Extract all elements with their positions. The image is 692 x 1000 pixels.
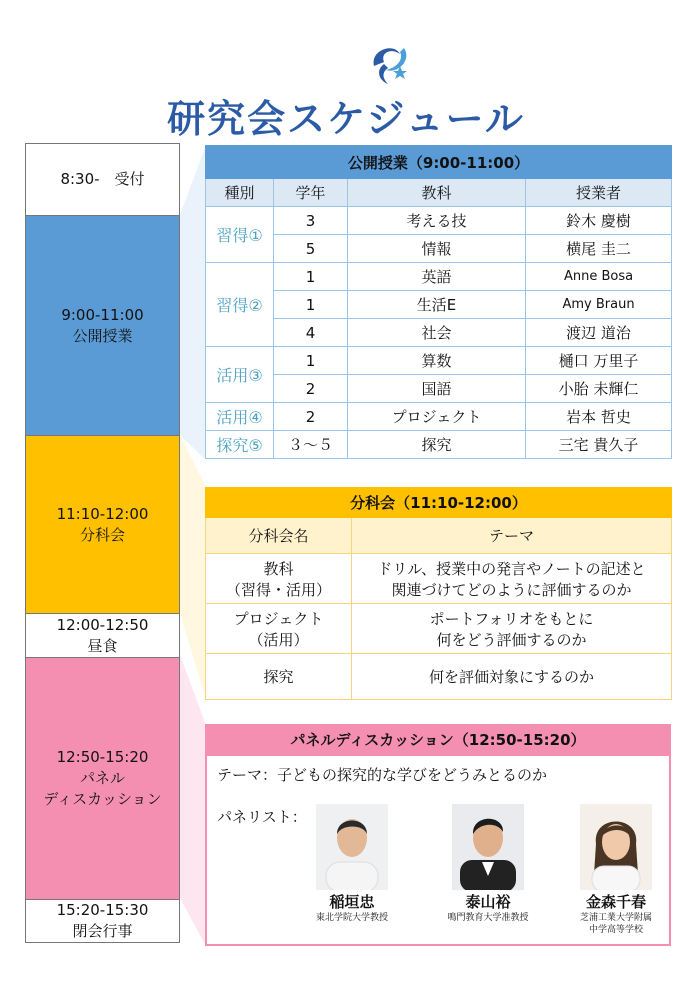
teacher-cell: 横尾 圭二 xyxy=(526,235,672,263)
timeline-breakout xyxy=(26,436,179,614)
timeline-text: 8:30- 受付 xyxy=(60,170,145,188)
teacher-cell: 小胎 未輝仁 xyxy=(526,375,672,403)
grade-cell: ３～５ xyxy=(274,431,348,459)
logo-icon xyxy=(360,40,420,88)
grade-cell: 3 xyxy=(274,207,348,235)
page-title: 研究会スケジュール xyxy=(167,97,525,141)
connector-panel xyxy=(180,655,206,950)
subject-cell: 国語 xyxy=(348,375,526,403)
public-class-table xyxy=(205,145,672,459)
public-class-header: 公開授業（9:00-11:00） xyxy=(206,146,672,179)
timeline-time: 9:00-11:00 xyxy=(61,305,144,324)
panelist-affiliation: 東北学院大学教授 xyxy=(315,913,388,923)
timeline-label: 昼食 xyxy=(87,636,118,655)
session-theme: ポートフォリオをもとに xyxy=(429,609,594,628)
teacher-cell: 三宅 貴久子 xyxy=(526,431,672,459)
teacher-cell: Amy Braun xyxy=(526,291,672,319)
panel-theme: テーマ：子どもの探究的な学びをどうみとるのか xyxy=(217,766,548,784)
table-row xyxy=(206,347,672,375)
teacher-cell: 樋口 万里子 xyxy=(526,347,672,375)
session-name-cell xyxy=(206,554,352,604)
column-header: 分科会名 xyxy=(206,518,352,554)
subject-cell: 考える技 xyxy=(348,207,526,235)
panelist xyxy=(438,804,538,924)
timeline-time: 12:50-15:20 xyxy=(56,748,149,766)
avatar xyxy=(452,804,524,890)
subject-cell: 探究 xyxy=(348,431,526,459)
session-theme: ドリル、授業中の発言やノートの記述と xyxy=(377,559,646,578)
session-name: 教科 xyxy=(263,559,294,578)
avatar xyxy=(580,804,652,890)
column-header: 教科 xyxy=(348,179,526,207)
avatar xyxy=(316,804,388,890)
timeline-label: パネル xyxy=(79,769,125,787)
category-cell: 活用③ xyxy=(206,347,274,403)
panelist-name: 泰山裕 xyxy=(465,893,511,911)
grade-cell: 5 xyxy=(274,235,348,263)
table-row xyxy=(206,235,672,263)
category-cell: 探究⑤ xyxy=(206,431,274,459)
subject-cell: 算数 xyxy=(348,347,526,375)
grade-cell: 1 xyxy=(274,263,348,291)
table-row xyxy=(206,431,672,459)
category-cell: 習得① xyxy=(206,207,274,263)
panelist xyxy=(566,804,666,936)
breakout-header: 分科会（11:10-12:00） xyxy=(206,488,672,518)
timeline-label: 閉会行事 xyxy=(72,922,133,940)
breakout-table xyxy=(205,487,672,700)
grade-cell: 1 xyxy=(274,291,348,319)
table-row xyxy=(206,319,672,347)
panelists-label: パネリスト： xyxy=(217,808,307,826)
teacher-cell: 鈴木 慶樹 xyxy=(526,207,672,235)
teacher-cell: 岩本 哲史 xyxy=(526,403,672,431)
subject-cell: 情報 xyxy=(348,235,526,263)
subject-cell: 社会 xyxy=(348,319,526,347)
table-row xyxy=(206,403,672,431)
subject-cell: 英語 xyxy=(348,263,526,291)
grade-cell: 4 xyxy=(274,319,348,347)
timeline-time: 11:10-12:00 xyxy=(56,504,149,523)
session-theme-cell xyxy=(352,554,672,604)
category-cell: 習得② xyxy=(206,263,274,347)
table-row xyxy=(206,291,672,319)
panelist-name: 金森千春 xyxy=(585,893,646,911)
session-theme-cell xyxy=(352,654,672,700)
table-row xyxy=(206,604,672,654)
grade-cell: 1 xyxy=(274,347,348,375)
timeline-label: ディスカッション xyxy=(43,790,162,808)
session-name: （活用） xyxy=(248,630,309,649)
grade-cell: 2 xyxy=(274,375,348,403)
table-row xyxy=(206,375,672,403)
panelist xyxy=(302,804,402,924)
timeline-panel xyxy=(26,658,179,900)
session-theme: 何を評価対象にするのか xyxy=(429,668,595,686)
schedule-timeline xyxy=(25,143,180,943)
table-row xyxy=(206,554,672,604)
table-row xyxy=(206,207,672,235)
teacher-cell: Anne Bosa xyxy=(526,263,672,291)
session-theme: 関連づけてどのように評価するのか xyxy=(391,580,632,599)
session-name: （習得・活用） xyxy=(225,580,331,599)
panelist-affiliation: 芝浦工業大学附属 xyxy=(579,913,652,923)
column-header: 種別 xyxy=(206,179,274,207)
panel-header: パネルディスカッション（12:50-15:20） xyxy=(207,726,669,756)
column-header: テーマ xyxy=(352,518,672,554)
timeline-public-class xyxy=(26,216,179,436)
session-name-cell xyxy=(206,654,352,700)
subject-cell: プロジェクト xyxy=(348,403,526,431)
timeline-label: 分科会 xyxy=(79,525,125,544)
panelist-affiliation: 鳴門教育大学准教授 xyxy=(447,913,529,923)
public-class-section xyxy=(205,145,671,459)
column-header: 授業者 xyxy=(526,179,672,207)
breakout-section xyxy=(205,487,671,700)
session-name-cell xyxy=(206,604,352,654)
grade-cell: 2 xyxy=(274,403,348,431)
session-name: プロジェクト xyxy=(233,609,324,628)
panelist-name: 稲垣忠 xyxy=(329,893,375,911)
timeline-time: 15:20-15:30 xyxy=(56,901,149,919)
timeline-reception xyxy=(26,144,179,216)
timeline-closing xyxy=(26,900,179,942)
table-row xyxy=(206,654,672,700)
session-name: 探究 xyxy=(263,668,294,686)
panelist-affiliation: 中学高等学校 xyxy=(588,925,643,935)
category-cell: 活用④ xyxy=(206,403,274,431)
session-theme-cell xyxy=(352,604,672,654)
session-theme: 何をどう評価するのか xyxy=(436,630,587,649)
subject-cell: 生活E xyxy=(348,291,526,319)
timeline-label: 公開授業 xyxy=(72,326,133,345)
panel-section xyxy=(205,724,671,946)
column-header: 学年 xyxy=(274,179,348,207)
timeline-lunch xyxy=(26,614,179,658)
timeline-time: 12:00-12:50 xyxy=(56,615,149,634)
table-row xyxy=(206,263,672,291)
teacher-cell: 渡辺 道治 xyxy=(526,319,672,347)
connector-public-class xyxy=(180,145,206,465)
